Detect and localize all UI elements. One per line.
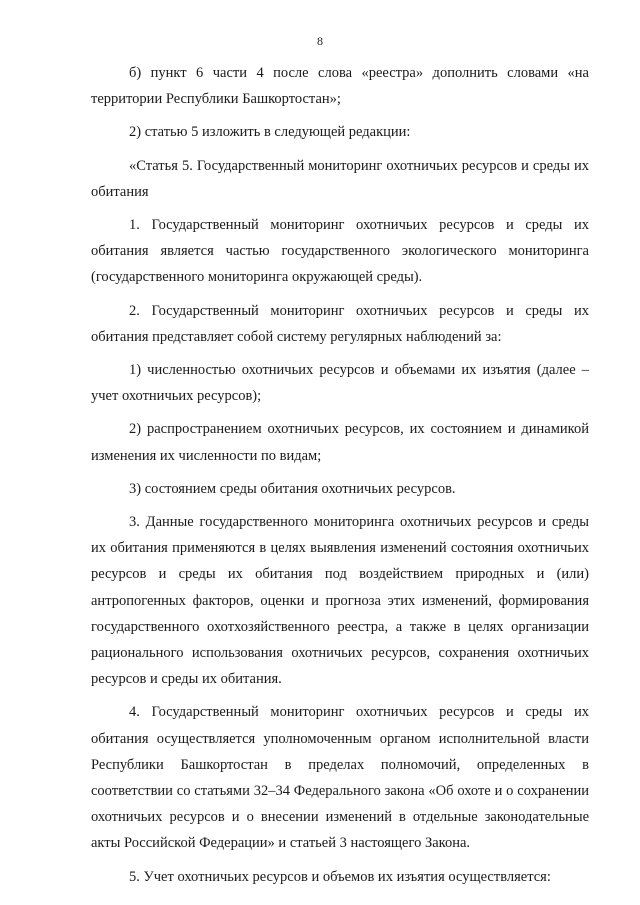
article-5-heading: «Статья 5. Государственный мониторинг охотничьих ресурсов и среды их обитания [91, 157, 589, 200]
page-number: 8 [317, 34, 323, 48]
list-item-3: 3) состоянием среды обитания охотничьих ресурсов. [129, 480, 456, 497]
document-body [91, 60, 589, 890]
list-item-2: 2) распространением охотничьих ресурсов, их состоянием и динамикой изменения их численности по видам; [91, 421, 589, 464]
paragraph-clause-2: 2. Государственный мониторинг охотничьих ресурсов и среды их обитания представляет собой систему регулярных наблюдений за: [91, 302, 589, 345]
paragraph-amendment-b: б) пункт 6 части 4 после слова «реестра» дополнить словами «на территории Республики Башкортостан»; [91, 65, 589, 108]
paragraph-clause-1: 1. Государственный мониторинг охотничьих ресурсов и среды их обитания является частью государственного экологического мониторинга (государственного мониторинга окружающей среды). [91, 217, 589, 286]
list-item-1: 1) численностью охотничьих ресурсов и объемами их изъятия (далее – учет охотничьих ресурсов); [91, 362, 589, 405]
paragraph-article-5-intro: 2) статью 5 изложить в следующей редакции: [129, 124, 411, 141]
paragraph-clause-3: 3. Данные государственного мониторинга охотничьих ресурсов и среды их обитания применяются в целях выявления изменений состояния охотничьих ресурсов и среды их обитания под воздействием природных и (или) антропогенных факторов, оценки и прогноза этих изменений, формирования государственного охотхозяйственного реестра, а также в целях организации рационального использования охотничьих ресурсов, сохранения охотничьих ресурсов и среды их обитания. [91, 514, 589, 688]
paragraph-clause-4: 4. Государственный мониторинг охотничьих ресурсов и среды их обитания осуществляется уполномоченным органом исполнительной власти Республики Башкортостан в пределах полномочий, определенных в соответствии со статьями 32–34 Федерального закона «Об охоте и о сохранении охотничьих ресурсов и о внесении изменений в отдельные законодательные акты Российской Федерации» и статьей 3 настоящего Закона. [91, 704, 589, 852]
paragraph-clause-5: 5. Учет охотничьих ресурсов и объемов их изъятия осуществляется: [129, 868, 551, 885]
